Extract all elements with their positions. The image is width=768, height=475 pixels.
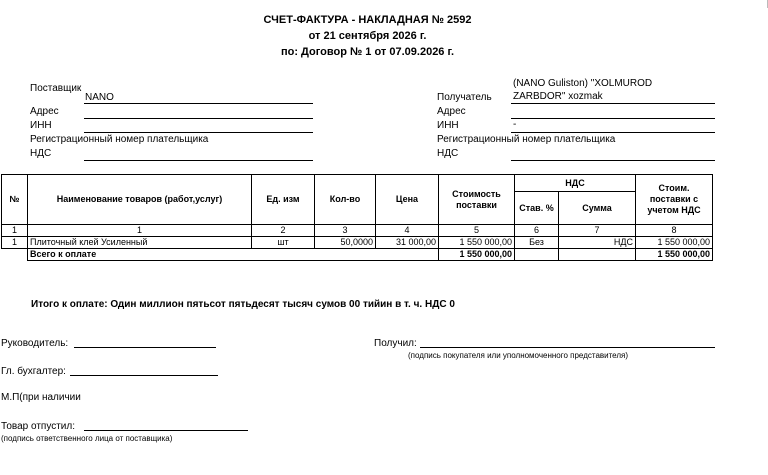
header-cost: Стоимость поставки bbox=[439, 175, 515, 225]
header-num: № bbox=[2, 175, 28, 225]
row-unit: шт bbox=[252, 237, 315, 249]
supplier-reg-label: Регистрационный номер плательщика bbox=[30, 134, 209, 145]
total-empty bbox=[2, 249, 28, 261]
total-row bbox=[2, 249, 713, 261]
table-row bbox=[2, 237, 713, 249]
receiver-label: Получатель bbox=[437, 92, 492, 103]
header-qty: Кол-во bbox=[315, 175, 376, 225]
header-name: Наименование товаров (работ,услуг) bbox=[28, 175, 252, 225]
document-contract: по: Договор № 1 от 07.09.2026 г. bbox=[280, 46, 455, 58]
column-number: 6 bbox=[515, 225, 559, 237]
received-sign-line bbox=[420, 347, 715, 348]
supplier-inn-line bbox=[84, 132, 313, 133]
receiver-name-line1: (NANO Guliston) "XOLMUROD bbox=[513, 78, 653, 89]
header-unit: Ед. изм bbox=[252, 175, 315, 225]
supplier-nds-label: НДС bbox=[30, 148, 52, 159]
total-nds-rate bbox=[515, 249, 559, 261]
header-nds-sum: Сумма bbox=[559, 192, 636, 225]
total-sum: 1 550 000,00 bbox=[636, 249, 713, 261]
row-cost: 1 550 000,00 bbox=[439, 237, 515, 249]
supplier-inn-label: ИНН bbox=[30, 120, 52, 131]
row-nds-rate: Без bbox=[515, 237, 559, 249]
column-number: 3 bbox=[315, 225, 376, 237]
row-total: 1 550 000,00 bbox=[636, 237, 713, 249]
invoice-table bbox=[1, 174, 713, 261]
supplier-name: NANO bbox=[85, 92, 114, 103]
received-note: (подпись покупателя или уполномоченного представителя) bbox=[408, 351, 629, 360]
receiver-inn-line bbox=[511, 132, 715, 133]
column-number-row bbox=[2, 225, 713, 237]
receiver-name-line2: ZARBDOR" xozmak bbox=[513, 91, 603, 102]
receiver-name-line bbox=[511, 103, 715, 104]
header-total: Стоим. поставки с учетом НДС bbox=[636, 175, 713, 225]
column-number: 5 bbox=[439, 225, 515, 237]
director-sign-line bbox=[74, 347, 216, 348]
supplier-address-label: Адрес bbox=[30, 106, 59, 117]
row-num: 1 bbox=[2, 237, 28, 249]
supplier-label: Поставщик bbox=[30, 83, 82, 94]
receiver-nds-line bbox=[511, 160, 715, 161]
summary-text: Итого к оплате: Один миллион пятьсот пятьдесят тысяч сумов 00 тийин в т. ч. НДС 0 bbox=[31, 299, 455, 310]
header-price: Цена bbox=[376, 175, 439, 225]
receiver-address-line bbox=[511, 118, 715, 119]
column-number: 8 bbox=[636, 225, 713, 237]
receiver-reg-label: Регистрационный номер плательщика bbox=[437, 134, 616, 145]
column-number: 1 bbox=[28, 225, 252, 237]
director-label: Руководитель: bbox=[1, 338, 69, 349]
column-number: 2 bbox=[252, 225, 315, 237]
receiver-address-label: Адрес bbox=[437, 106, 466, 117]
total-label: Всего к оплате bbox=[28, 249, 439, 261]
header-nds: НДС bbox=[515, 175, 636, 192]
receiver-inn-label: ИНН bbox=[437, 120, 459, 131]
released-label: Товар отпустил: bbox=[1, 421, 75, 432]
stamp-label: М.П(при наличии bbox=[1, 392, 81, 403]
row-nds-sum: НДС bbox=[559, 237, 636, 249]
row-price: 31 000,00 bbox=[376, 237, 439, 249]
document-date: от 21 сентября 2026 г. bbox=[308, 30, 427, 42]
total-cost: 1 550 000,00 bbox=[439, 249, 515, 261]
supplier-nds-line bbox=[84, 160, 313, 161]
row-name: Плиточный клей Усиленный bbox=[28, 237, 252, 249]
header-nds-rate: Став. % bbox=[515, 192, 559, 225]
accountant-label: Гл. бухгалтер: bbox=[1, 366, 66, 377]
column-number: 1 bbox=[2, 225, 28, 237]
document-title: СЧЕТ-ФАКТУРА - НАКЛАДНАЯ № 2592 bbox=[263, 14, 472, 26]
receiver-inn: - bbox=[513, 119, 517, 130]
receiver-nds-label: НДС bbox=[437, 148, 459, 159]
column-number: 7 bbox=[559, 225, 636, 237]
supplier-name-line bbox=[84, 103, 313, 104]
released-note: (подпись ответственного лица от поставщика) bbox=[1, 434, 173, 443]
column-number: 4 bbox=[376, 225, 439, 237]
supplier-address-line bbox=[84, 118, 313, 119]
total-nds-sum bbox=[559, 249, 636, 261]
accountant-sign-line bbox=[70, 375, 218, 376]
received-label: Получил: bbox=[374, 338, 417, 349]
released-sign-line bbox=[84, 430, 248, 431]
row-qty: 50,0000 bbox=[315, 237, 376, 249]
